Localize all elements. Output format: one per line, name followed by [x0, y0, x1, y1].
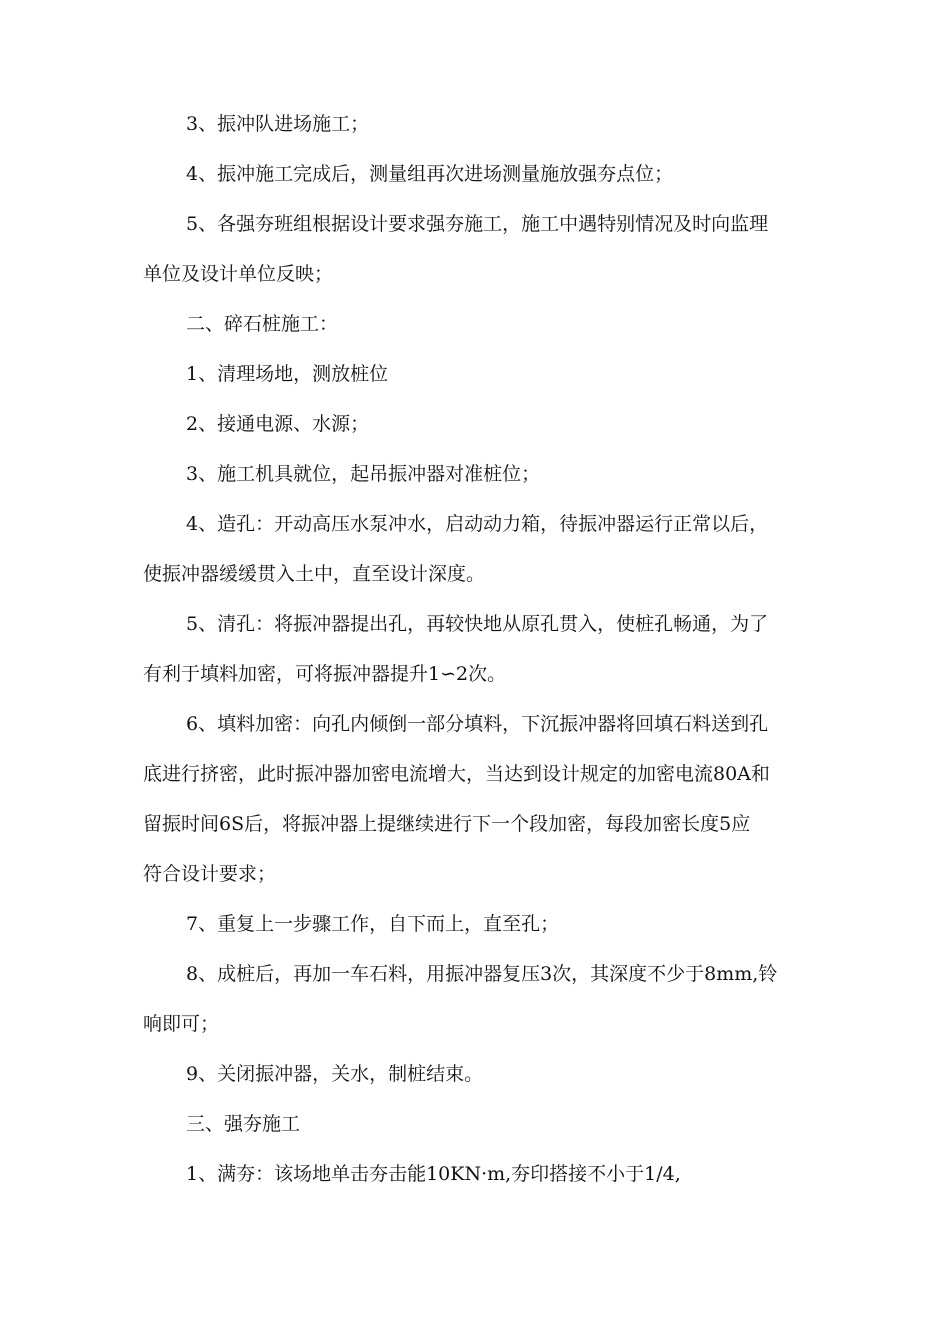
text-line: 6、填料加密：向孔内倾倒一部分填料，下沉振冲器将回填石料送到孔	[186, 713, 769, 735]
paragraph-step-5-compaction	[143, 212, 823, 287]
paragraph-compaction-step-1	[143, 1162, 823, 1187]
paragraph-gravel-step-3	[143, 462, 823, 487]
text-line: 1、清理场地，测放桩位	[186, 363, 389, 385]
text-line: 7、重复上一步骤工作，自下而上，直至孔；	[186, 913, 560, 935]
text-line: 5、清孔：将振冲器提出孔，再较快地从原孔贯入，使桩孔畅通，为了	[186, 613, 769, 635]
paragraph-step-4-survey	[143, 162, 823, 187]
text-line: 二、碎石桩施工：	[186, 313, 339, 335]
text-line: 5、各强夯班组根据设计要求强夯施工，施工中遇特别情况及时向监理	[186, 213, 769, 235]
paragraph-gravel-step-2	[143, 412, 823, 437]
text-line: 8、成桩后，再加一车石料，用振冲器复压3次，其深度不少于8mm,铃	[186, 963, 778, 985]
text-line: 单位及设计单位反映；	[143, 263, 334, 285]
paragraph-gravel-step-6	[143, 712, 823, 887]
text-line: 3、振冲队进场施工；	[186, 113, 370, 135]
text-line: 4、振冲施工完成后，测量组再次进场测量施放强夯点位；	[186, 163, 674, 185]
paragraph-gravel-step-4	[143, 512, 823, 587]
text-line: 4、造孔：开动高压水泵冲水，启动动力箱，待振冲器运行正常以后，	[186, 513, 769, 535]
paragraph-gravel-step-9	[143, 1062, 823, 1087]
paragraph-gravel-step-8	[143, 962, 823, 1037]
document-body	[143, 112, 823, 1212]
text-line: 9、关闭振冲器，关水，制桩结束。	[186, 1063, 484, 1085]
paragraph-step-3-vibro-team	[143, 112, 823, 137]
text-line: 有利于填料加密，可将振冲器提升1∽2次。	[143, 663, 507, 685]
text-line: 底进行挤密，此时振冲器加密电流增大，当达到设计规定的加密电流80A和	[143, 763, 770, 785]
paragraph-gravel-step-1	[143, 362, 823, 387]
text-line: 三、强夯施工	[186, 1113, 301, 1135]
text-line: 留振时间6S后，将振冲器上提继续进行下一个段加密，每段加密长度5应	[143, 813, 751, 835]
text-line: 符合设计要求；	[143, 863, 277, 885]
text-line: 使振冲器缓缓贯入土中，直至设计深度。	[143, 563, 486, 585]
section-heading-dynamic-compaction	[143, 1112, 823, 1137]
text-line: 2、接通电源、水源；	[186, 413, 370, 435]
paragraph-gravel-step-5	[143, 612, 823, 687]
paragraph-gravel-step-7	[143, 912, 823, 937]
section-heading-gravel-pile	[143, 312, 823, 337]
text-line: 响即可；	[143, 1013, 220, 1035]
text-line: 3、施工机具就位，起吊振冲器对准桩位；	[186, 463, 541, 485]
text-line: 1、满夯：该场地单击夯击能10KN·m,夯印搭接不小于1/4,	[186, 1163, 681, 1185]
